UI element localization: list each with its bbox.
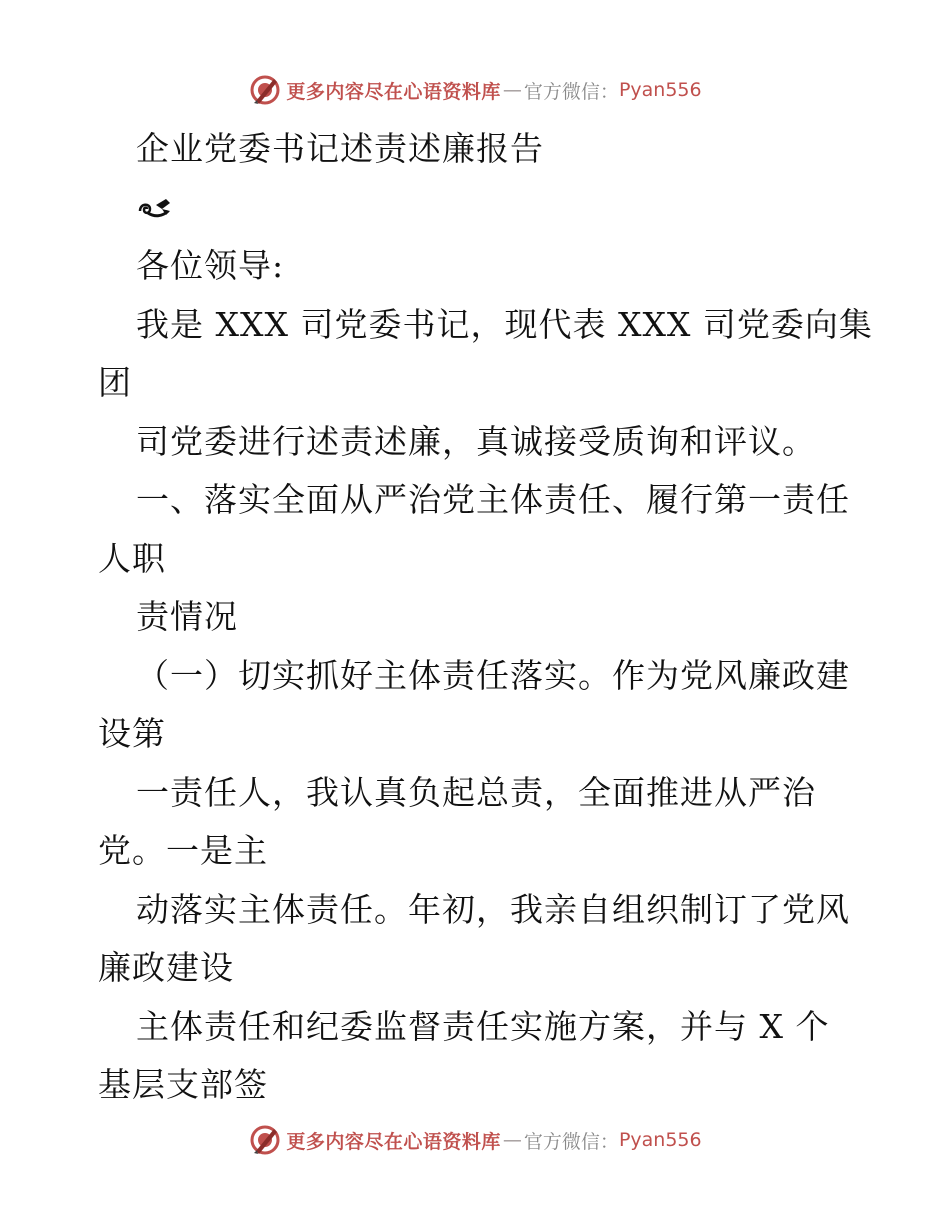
document-title: 企业党委书记述责述廉报告 [136,129,544,168]
paragraph-line: 责情况 [136,597,238,636]
banner-separator: — [502,1129,522,1151]
banner-contact-handle: Pyan556 [618,79,702,101]
banner-contact-handle: Pyan556 [618,1129,702,1151]
ornament-row [98,179,858,238]
paragraph-line: 人职 [98,538,166,578]
paragraph-line: 设第 [98,714,166,753]
paragraph-line: 动落实主体责任。年初，我亲自组织制订了党风 [136,889,850,929]
header-banner [0,70,950,110]
banner-brand-text: 更多内容尽在心语资料库 [286,80,501,103]
banner-brand-text: 更多内容尽在心语资料库 [286,1130,501,1153]
paragraph-line: 廉政建设 [98,948,234,987]
paragraph-line: 我是 XXX 司党委书记，现代表 XXX 司党委向集 [136,304,873,344]
footer-banner [0,1120,950,1160]
paragraph-line: 团 [98,363,132,402]
paragraph-line: 党。一是主 [98,831,268,870]
paragraph-line: 一、落实全面从严治党主体责任、履行第一责任 [136,480,850,519]
pen-seal-icon [248,1123,282,1157]
document-lines [98,237,873,1115]
paragraph-line: 各位领导: [136,246,285,285]
document-body [98,120,873,1115]
paragraph-line: 基层支部签 [98,1065,268,1104]
paragraph-line: 司党委进行述责述廉，真诚接受质询和评议。 [136,421,816,461]
paragraph-line: （一）切实抓好主体责任落实。作为党风廉政建 [136,655,850,695]
banner-separator: — [502,79,522,101]
scroll-ornament-icon [136,195,174,221]
paragraph-line: 主体责任和纪委监督责任实施方案，并与 X 个 [136,1006,830,1046]
banner-contact-label: 官方微信： [523,80,619,103]
pen-seal-icon [248,73,282,107]
banner-contact-label: 官方微信： [523,1130,619,1153]
paragraph-line: 一责任人，我认真负起总责，全面推进从严治 [136,772,816,812]
